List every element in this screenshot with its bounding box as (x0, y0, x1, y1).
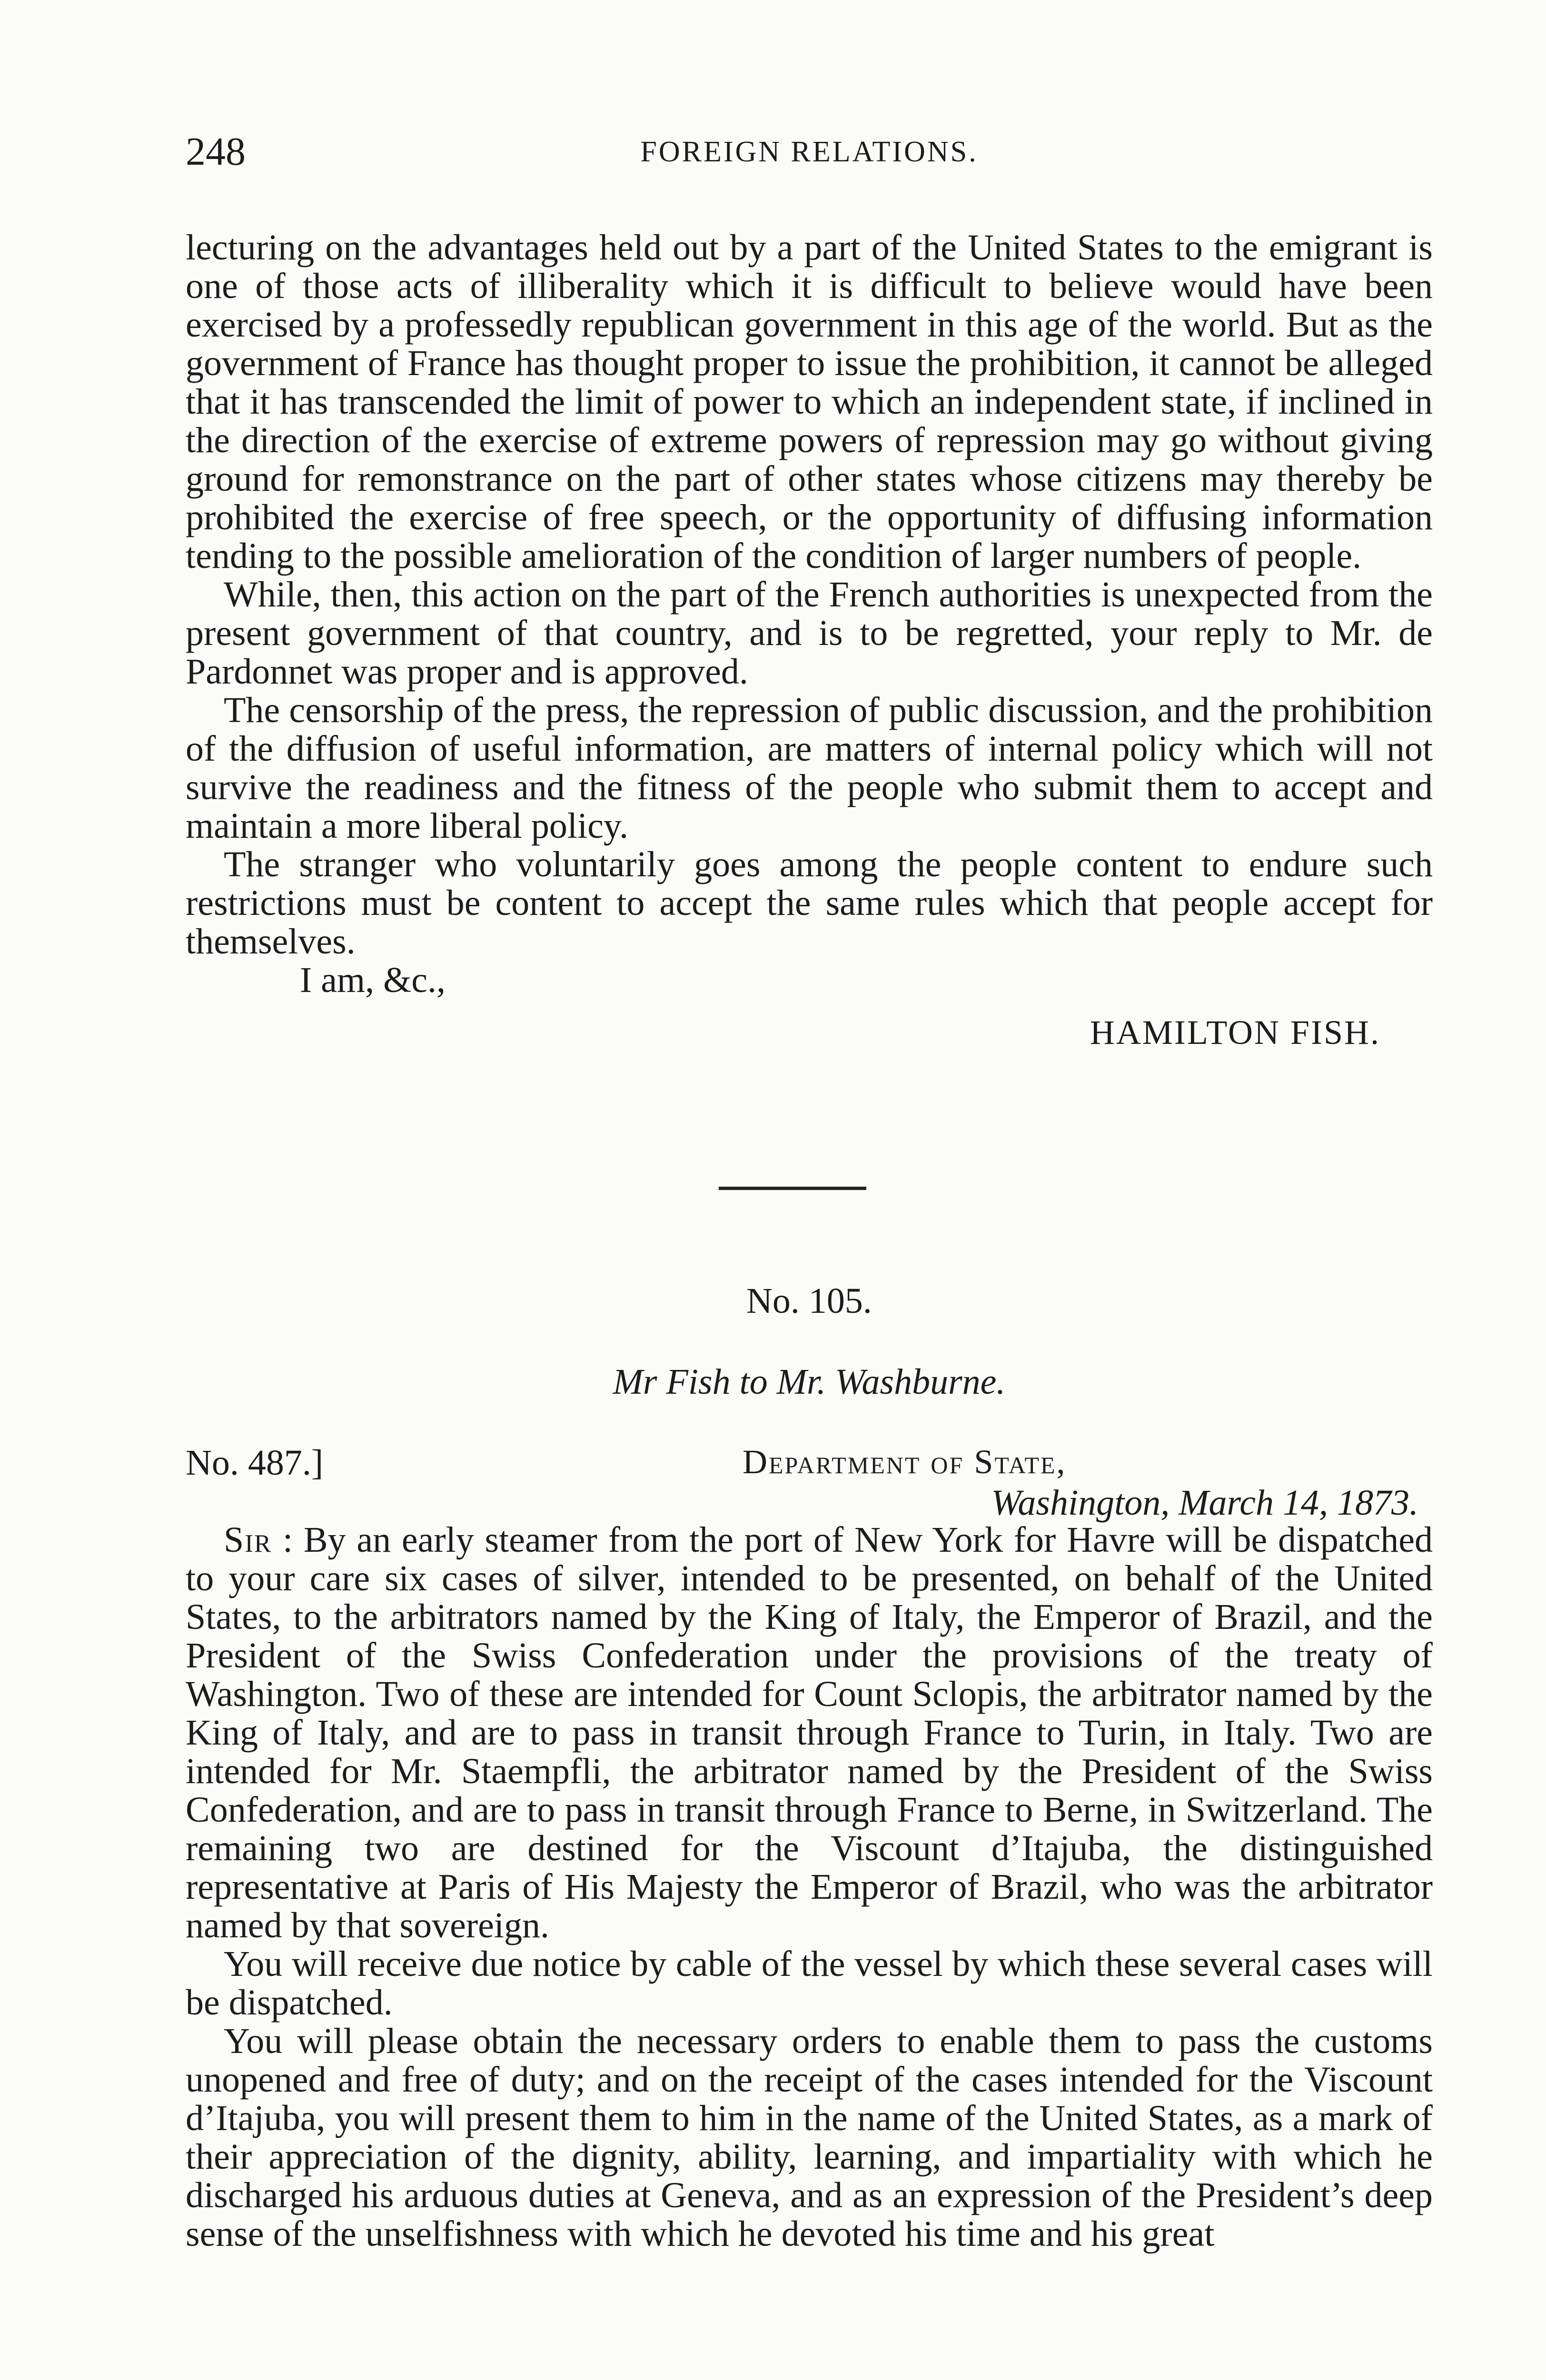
salutation: Sir (224, 1520, 272, 1560)
closing: I am, &c., (300, 960, 446, 1000)
letter-2-body (186, 1521, 1433, 2253)
dateline: Washington, March 14, 1873. (991, 1483, 1418, 1523)
running-title: FOREIGN RELATIONS. (640, 136, 978, 168)
paragraph-text: : By an early steamer from the port of New York for Havre will be dispatched to your care six cases of silver, intended to be presented, on behalf of the United States, to the arbitrators named by the King of Italy, the Emperor of Brazil, and the President of the Swiss Confederation under the provisions of the treaty of Washington. Two of these are intended for Count Sclopis, the arbitrator named by the King of Italy, and are to pass in transit through France to Turin, in Italy. Two are intended for Mr. Staempfli, the arbitrator named by the President of the Swiss Confederation, and are to pass in transit through France to Berne, in Switzerland. The remaining two are destined for the Viscount d’Itajuba, the distinguished representative at Paris of His Majesty the Emperor of Brazil, who was the arbitrator named by that sovereign. (186, 1520, 1433, 1945)
paragraph: You will receive due notice by cable of the vessel by which these several cases will be dispatched. (186, 1944, 1433, 2023)
dispatch-number: No. 487.] (186, 1443, 324, 1483)
letter-1-body (186, 228, 1433, 1052)
department-name: Department of State, (743, 1443, 1067, 1481)
page-number: 248 (186, 129, 246, 174)
signature: HAMILTON FISH. (1090, 1013, 1380, 1051)
paragraph: The censorship of the press, the repression of public discussion, and the prohibition of the diffusion of useful information, are matters of internal policy which will not survive the readiness and the fitness of the people who submit them to accept and maintain a more liberal policy. (186, 690, 1433, 846)
paragraph: The stranger who voluntarily goes among the people content to endure such restrictions must be content to accept the same rules which that people accept for themselves. (186, 844, 1433, 962)
section-divider (719, 1187, 866, 1190)
paragraph: While, then, this action on the part of the French authorities is unexpected from the present government of that country, and is to be regretted, your reply to Mr. de Pardonnet was proper and is approved. (186, 575, 1433, 692)
dispatch-heading (186, 1442, 1433, 1528)
document-number: No. 105. (746, 1281, 872, 1321)
paragraph (186, 1521, 1433, 1945)
document-title: Mr Fish to Mr. Washburne. (613, 1362, 1006, 1402)
page-header (186, 129, 1433, 181)
paragraph: You will please obtain the necessary orders to enable them to pass the customs unopened and free of duty; and on the receipt of the cases intended for the Viscount d’Itajuba, you will present them to him in the name of the United States, as a mark of their appreciation of the dignity, ability, learning, and impartiality with which he discharged his arduous duties at Geneva, and as an expression of the President’s deep sense of the unselfishness with which he devoted his time and his great (186, 2021, 1433, 2254)
paragraph: lecturing on the advantages held out by a part of the United States to the emigrant is one of those acts of illiberality which it is difficult to believe would have been exercised by a professedly republican government in this age of the world. But as the government of France has thought proper to issue the prohibition, it cannot be alleged that it has transcended the limit of power to which an independent state, if inclined in the direction of the exercise of extreme powers of repression may go without giving ground for remonstrance on the part of other states whose citizens may thereby be prohibited the exercise of free speech, or the opportunity of diffusing information tending to the possible amelioration of the condition of larger numbers of people. (186, 228, 1433, 576)
